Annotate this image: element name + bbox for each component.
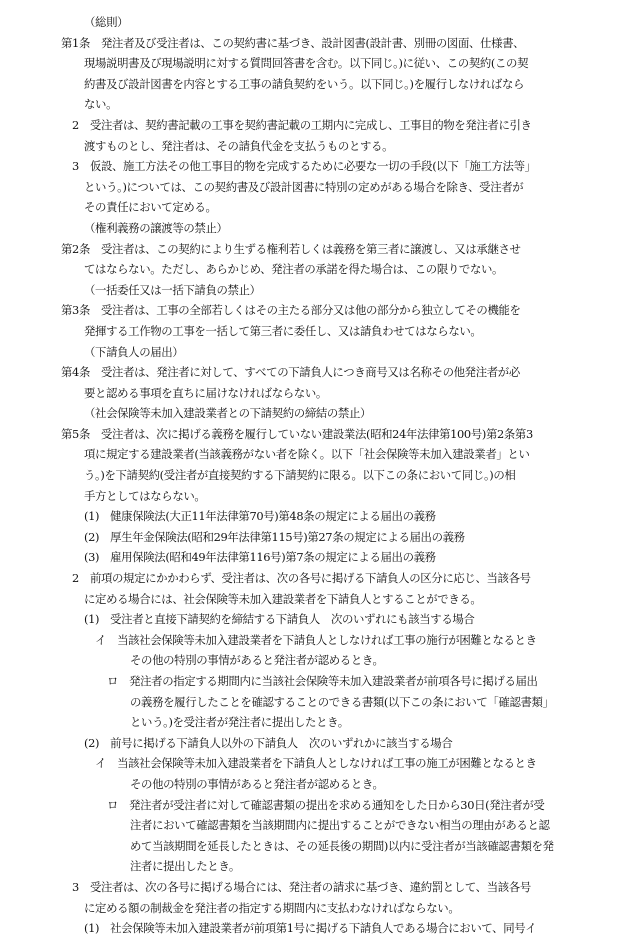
article-5-paragraph-2-item-1-ro-cont: という。)を受注者が発注者に提出したとき。 [130, 715, 349, 730]
article-5-paragraph-2-item-1-i-cont: その他の特別の事情があると発注者が認めるとき。 [130, 653, 384, 668]
article-5-paragraph-3-item-1: (1) 社会保険等未加入建設業者が前項第1号に掲げる下請負人である場合において、同号イ [84, 921, 537, 936]
article-5-paragraph-2-item-1: (1) 受注者と直接下請契約を締結する下請負人 次のいずれにも該当する場合 [84, 612, 475, 627]
article-5-paragraph-2-item-1-i: イ 当該社会保険等未加入建設業者を下請負人としなければ工事の施行が困難となるとき [95, 632, 537, 647]
article-5-paragraph-2-item-2-ro: ロ 発注者が受注者に対して確認書類の提出を求める通知をした日から30日(発注者が受 [107, 797, 545, 812]
article-5-paragraph-2-cont: に定める場合には、社会保険等未加入建設業者を下請負人とすることができる。 [84, 591, 482, 606]
section-heading-assignment: （権利義務の譲渡等の禁止） [84, 220, 228, 235]
article-5-paragraph-3-cont: に定める額の制裁金を発注者の指定する期間内に支払わなければならない。 [84, 900, 460, 915]
article-5-item-3: (3) 雇用保険法(昭和49年法律第116号)第7条の規定による届出の義務 [84, 550, 436, 565]
article-5-text-cont: う。)を下請契約(受注者が直接契約する下請契約に限る。以下この条において同じ。)の相 [84, 468, 516, 483]
article-4-text-cont: 要と認める事項を直ちに届けなければならない。 [84, 385, 327, 400]
article-5-text-cont: 項に規定する建設業者(当該義務がない者を除く。以下「社会保険等未加入建設業者」とい [84, 447, 530, 462]
article-5-paragraph-2: 2 前項の規定にかかわらず、受注者は、次の各号に掲げる下請負人の区分に応じ、当該各号 [72, 571, 531, 586]
article-1-text-cont: ない。 [84, 97, 118, 112]
article-5-text: 第5条 受注者は、次に掲げる義務を履行していない建設業法(昭和24年法律第100号)第2条第3 [61, 426, 533, 441]
article-5-item-1: (1) 健康保険法(大正11年法律第70号)第48条の規定による届出の義務 [84, 509, 436, 524]
contract-document [61, 12, 605, 939]
section-heading-subcontract-ban: （一括委任又は一括下請負の禁止） [84, 282, 261, 297]
section-heading-general: （総則） [84, 15, 129, 29]
article-5-paragraph-2-item-2-ro-cont: めて当該期間を延長したときは、その延長後の期間)以内に受注者が当該確認書類を発 [130, 838, 554, 853]
article-5-paragraph-2-item-2: (2) 前号に掲げる下請負人以外の下請負人 次のいずれかに該当する場合 [84, 735, 453, 750]
article-2-text-cont: てはならない。ただし、あらかじめ、発注者の承諾を得た場合は、この限りでない。 [84, 262, 504, 277]
article-3-text-cont: 発揮する工作物の工事を一括して第三者に委任し、又は請負わせてはならない。 [84, 323, 482, 338]
article-4-text: 第4条 受注者は、発注者に対して、すべての下請負人につき商号又は名称その他発注者が必 [61, 365, 520, 380]
article-1-paragraph-3-cont: その責任において定める。 [84, 200, 217, 215]
article-5-paragraph-3: 3 受注者は、次の各号に掲げる場合には、発注者の請求に基づき、違約罰として、当該各号 [72, 879, 531, 894]
article-5-paragraph-2-item-2-ro-cont: 注者において確認書類を当該期間内に提出することができない相当の理由があると認 [130, 818, 550, 833]
article-1-paragraph-3: 3 仮設、施工方法その他工事目的物を完成するために必要な一切の手段(以下「施工方法等」 [72, 159, 536, 174]
article-3-text: 第3条 受注者は、工事の全部若しくはその主たる部分又は他の部分から独立してその機能を [61, 303, 521, 318]
article-2-text: 第2条 受注者は、この契約により生ずる権利若しくは義務を第三者に譲渡し、又は承継させ [61, 241, 521, 256]
article-1-text: 第1条 発注者及び受注者は、この契約書に基づき、設計図書(設計書、別冊の図面、仕様書、 [61, 35, 525, 50]
article-5-paragraph-2-item-1-ro-cont: の義務を履行したことを確認することのできる書類(以下この条において「確認書類」 [130, 694, 554, 709]
article-5-text-cont: 手方としてはならない。 [84, 488, 206, 503]
article-1-text-cont: 約書及び設計図書を内容とする工事の請負契約をいう。以下同じ。)を履行しなければなら [84, 76, 525, 91]
section-heading-social-insurance: （社会保険等未加入建設業者との下請契約の締結の禁止） [84, 406, 372, 421]
article-1-paragraph-3-cont: という。)については、この契約書及び設計図書に特別の定めがある場合を除き、受注者が [84, 179, 524, 194]
article-5-paragraph-2-item-2-i: イ 当該社会保険等未加入建設業者を下請負人としなければ工事の施工が困難となるとき [95, 756, 537, 771]
article-5-paragraph-2-item-2-i-cont: その他の特別の事情があると発注者が認めるとき。 [130, 776, 384, 791]
article-1-text-cont: 現場説明書及び現場説明に対する質問回答書を含む。以下同じ。)に従い、この契約(この契 [84, 56, 529, 71]
article-5-paragraph-2-item-2-ro-cont: 注者に提出したとき。 [130, 859, 240, 874]
article-5-paragraph-2-item-1-ro: ロ 発注者の指定する期間内に当該社会保険等未加入建設業者が前項各号に掲げる届出 [107, 674, 538, 688]
article-1-paragraph-2-cont: 渡すものとし、発注者は、その請負代金を支払うものとする。 [84, 138, 394, 153]
article-5-item-2: (2) 厚生年金保険法(昭和29年法律第115号)第27条の規定による届出の義務 [84, 529, 465, 544]
section-heading-subcontractor-notice: （下請負人の届出） [84, 344, 184, 359]
article-1-paragraph-2: 2 受注者は、契約書記載の工事を契約書記載の工期内に完成し、工事目的物を発注者に引き [72, 117, 532, 132]
